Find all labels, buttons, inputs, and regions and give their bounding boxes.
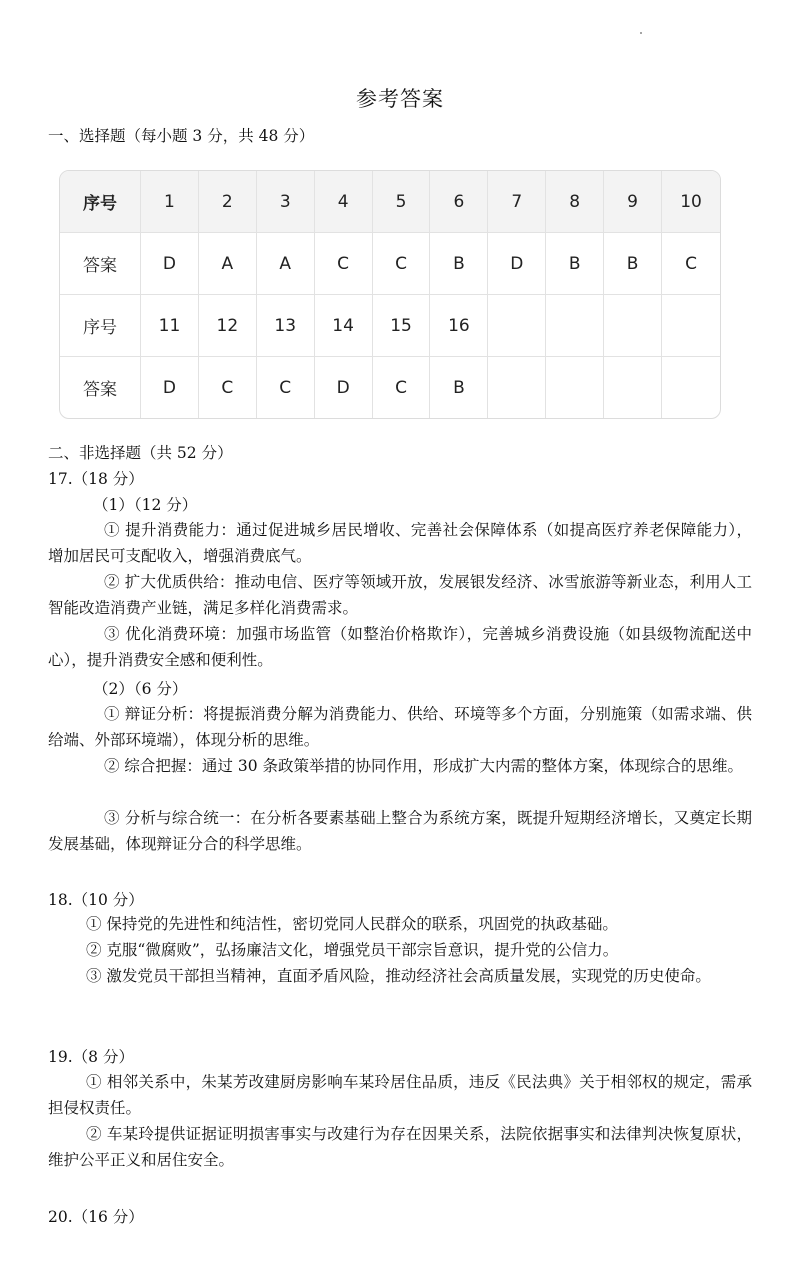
table-cell: 2 bbox=[199, 171, 257, 233]
table-cell: D bbox=[141, 357, 199, 418]
q17-answer-1: ① 提升消费能力：通过促进城乡居民增收、完善社会保障体系（如提高医疗养老保障能力），增加居民可支配收入，增强消费底气。 bbox=[48, 521, 752, 565]
q17-heading: 17.（18 分） bbox=[48, 470, 144, 488]
table-cell: C bbox=[373, 357, 431, 418]
table-cell: 14 bbox=[315, 295, 373, 357]
table-cell: D bbox=[141, 233, 199, 295]
row-label: 答案 bbox=[60, 357, 141, 418]
q17-answer-6: ③ 分析与综合统一：在分析各要素基础上整合为系统方案，既提升短期经济增长，又奠定长期发展基础，体现辩证分合的科学思维。 bbox=[48, 809, 752, 853]
q17-answer-2: ② 扩大优质供给：推动电信、医疗等领域开放，发展银发经济、冰雪旅游等新业态，利用人工智能改造消费产业链，满足多样化消费需求。 bbox=[48, 573, 752, 617]
q20-heading: 20.（16 分） bbox=[48, 1208, 144, 1226]
section-1-heading: 一、选择题（每小题 3 分，共 48 分） bbox=[48, 127, 315, 145]
q17-answer-3: ③ 优化消费环境：加强市场监管（如整治价格欺诈），完善城乡消费设施（如县级物流配送中心），提升消费安全感和便利性。 bbox=[48, 625, 752, 669]
table-cell: 1 bbox=[141, 171, 199, 233]
q18-answer-1: ① 保持党的先进性和纯洁性，密切党同人民群众的联系，巩固党的执政基础。 bbox=[86, 915, 618, 933]
table-cell bbox=[604, 295, 662, 357]
q18-heading: 18.（10 分） bbox=[48, 891, 144, 909]
table-cell: D bbox=[488, 233, 546, 295]
table-cell: B bbox=[546, 233, 604, 295]
answer-table bbox=[59, 170, 721, 419]
table-cell: 5 bbox=[373, 171, 431, 233]
table-cell: 10 bbox=[662, 171, 720, 233]
table-cell: 12 bbox=[199, 295, 257, 357]
table-cell: C bbox=[662, 233, 720, 295]
table-row bbox=[60, 295, 720, 357]
table-cell: C bbox=[373, 233, 431, 295]
q17-part1-heading: （1）（12 分） bbox=[93, 496, 198, 514]
table-cell bbox=[488, 357, 546, 418]
table-cell: A bbox=[199, 233, 257, 295]
scan-dot bbox=[640, 32, 642, 34]
table-row bbox=[60, 171, 720, 233]
q19-heading: 19.（8 分） bbox=[48, 1048, 134, 1066]
page-title: 参考答案 bbox=[356, 87, 444, 111]
table-cell: B bbox=[430, 233, 488, 295]
table-cell: B bbox=[604, 233, 662, 295]
table-cell bbox=[546, 357, 604, 418]
table-cell: C bbox=[257, 357, 315, 418]
table-cell: 6 bbox=[430, 171, 488, 233]
row-label: 序号 bbox=[60, 171, 141, 233]
table-cell: 13 bbox=[257, 295, 315, 357]
q18-answer-3: ③ 激发党员干部担当精神，直面矛盾风险，推动经济社会高质量发展，实现党的历史使命。 bbox=[86, 967, 711, 985]
q18-answer-2: ② 克服“微腐败”，弘扬廉洁文化，增强党员干部宗旨意识，提升党的公信力。 bbox=[86, 941, 619, 959]
table-cell: C bbox=[199, 357, 257, 418]
table-row bbox=[60, 357, 720, 418]
table-cell: 9 bbox=[604, 171, 662, 233]
table-cell: 3 bbox=[257, 171, 315, 233]
table-cell: 15 bbox=[373, 295, 431, 357]
row-label: 答案 bbox=[60, 233, 141, 295]
table-cell: 11 bbox=[141, 295, 199, 357]
table-row bbox=[60, 233, 720, 295]
q17-answer-4: ① 辩证分析：将提振消费分解为消费能力、供给、环境等多个方面，分别施策（如需求端、供给端、外部环境端），体现分析的思维。 bbox=[48, 705, 752, 749]
table-cell bbox=[662, 295, 720, 357]
q19-answer-1: ① 相邻关系中，朱某芳改建厨房影响车某玲居住品质，违反《民法典》关于相邻权的规定，需承担侵权责任。 bbox=[48, 1073, 752, 1117]
table-cell bbox=[488, 295, 546, 357]
table-cell bbox=[662, 357, 720, 418]
table-cell: 8 bbox=[546, 171, 604, 233]
row-label: 序号 bbox=[60, 295, 141, 357]
table-cell: 16 bbox=[430, 295, 488, 357]
q17-part2-heading: （2）（6 分） bbox=[93, 680, 188, 698]
section-2-heading: 二、非选择题（共 52 分） bbox=[48, 444, 233, 462]
table-cell: A bbox=[257, 233, 315, 295]
table-cell: C bbox=[315, 233, 373, 295]
table-cell: B bbox=[430, 357, 488, 418]
table-cell: 4 bbox=[315, 171, 373, 233]
q17-answer-5: ② 综合把握：通过 30 条政策举措的协同作用，形成扩大内需的整体方案，体现综合的思维。 bbox=[104, 757, 744, 775]
q19-answer-2: ② 车某玲提供证据证明损害事实与改建行为存在因果关系，法院依据事实和法律判决恢复原状，维护公平正义和居住安全。 bbox=[48, 1125, 752, 1169]
table-cell: 7 bbox=[488, 171, 546, 233]
table-cell bbox=[546, 295, 604, 357]
table-cell: D bbox=[315, 357, 373, 418]
table-cell bbox=[604, 357, 662, 418]
